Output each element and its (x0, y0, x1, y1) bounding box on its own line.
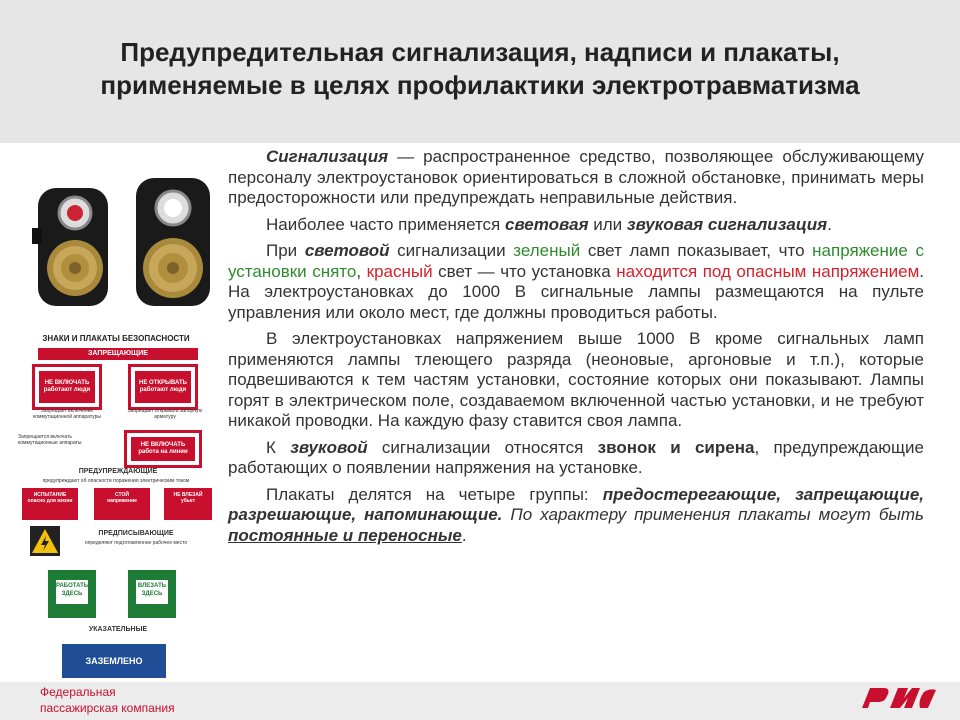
rzd-logo-icon (858, 684, 938, 712)
signal-devices-image (30, 168, 220, 318)
sign-stop: СТОЙ напряжение (94, 488, 150, 520)
sign1-note: Запрещает включение коммутационной аппаратуры (33, 408, 101, 420)
forbidding-label: ЗАПРЕЩАЮЩИЕ (38, 348, 198, 360)
paragraph-posters: Плакаты делятся на четыре группы: предостерегающие, запрещающие, разрешающие, напоминающие. По характеру применения плакаты могут быть постоянные и переносные. (228, 484, 924, 545)
slide-title: Предупредительная сигнализация, надписи и плакаты, применяемые в целях профилактики электротравматизма (100, 37, 860, 100)
sign-do-not-climb: НЕ ВЛЕЗАЙ убьет (164, 488, 212, 520)
sign3-note: Запрещается включать коммутационные аппараты (18, 434, 82, 446)
paragraph-light: При световой сигнализации зеленый свет ламп показывает, что напряжение с установки снято, красный свет — что установка находится под опасным напряжением. На электроустановках до 1000 В сигнальные лампы размещаются на пульте управления или около мест, где должны проводиться работы. (228, 241, 924, 322)
sign-line-work: НЕ ВКЛЮЧАТЬ работа на линии (124, 430, 202, 468)
safety-signs-chart (18, 334, 214, 682)
sign2-note: Запрещает открывать запорную арматуру (127, 408, 203, 420)
prescriptive-label: ПРЕДПИСЫВАЮЩИЕ (98, 530, 174, 537)
paragraph-sound: К звуковой сигнализации относятся звонок и сирена, предупреждающие работающих о появлении напряжения на установке. (228, 437, 924, 477)
sign-do-not-open: НЕ ОТКРЫВАТЬ работают люди (128, 364, 198, 410)
paragraph-signaling: Сигнализация — распространенное средство, позволяющее обслуживающему персоналу электроустановок ориентироваться в сложной обстановке, принимать меры предосторожности или предупреждать неправильные действия. (228, 147, 924, 207)
chart-heading: ЗНАКИ И ПЛАКАТЫ БЕЗОПАСНОСТИ (42, 334, 190, 343)
sign-work-here: РАБОТАТЬ ЗДЕСЬ (48, 570, 96, 618)
body-text (228, 147, 924, 552)
prescriptive-note: определяют подготовленное рабочее место (84, 540, 188, 546)
warning-note: предупреждают об опасности поражения электрическим током (42, 478, 190, 484)
indicative-label: УКАЗАТЕЛЬНЫЕ (88, 626, 148, 633)
sign-grounded: ЗАЗЕМЛЕНО (62, 644, 166, 678)
paragraph-high-voltage: В электроустановках напряжением выше 1000 В кроме сигнальных ламп применяются лампы тлеющего разряда (неоновые, аргоновые и т.п.), которые подвешиваются к тем частям установки, состояние которых они показывают. Лампы горят в электрическом поле, создаваемом включенной частью установки, и не требуют никакой проводки. На каждую фазу ставится своя лампа. (228, 329, 924, 430)
company-name: Федеральная пассажирская компания (40, 685, 175, 715)
high-voltage-warning-icon (30, 526, 60, 556)
sign-test: ИСПЫТАНИЕ опасно для жизни (22, 488, 78, 520)
sign-climb-here: ВЛЕЗАТЬ ЗДЕСЬ (128, 570, 176, 618)
sign-do-not-switch: НЕ ВКЛЮЧАТЬ работают люди (32, 364, 102, 410)
paragraph-types: Наиболее часто применяется световая или звуковая сигнализация. (266, 214, 832, 234)
warning-label: ПРЕДУПРЕЖДАЮЩИЕ (78, 468, 158, 475)
